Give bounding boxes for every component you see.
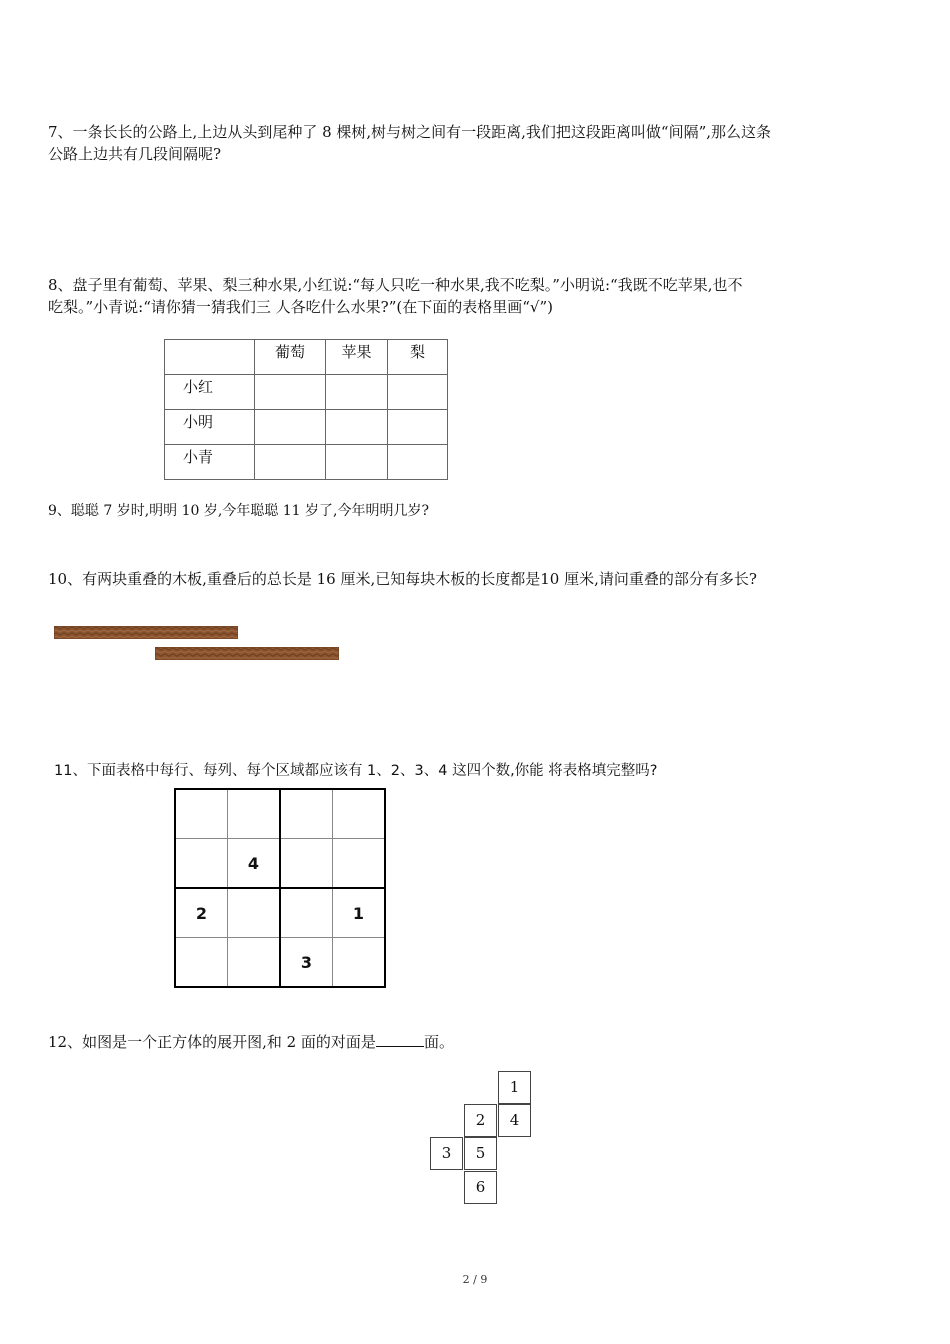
fruit-table-answer-cell[interactable] [388,410,448,445]
sudoku-cell[interactable] [280,888,333,938]
fruit-table-header-pear: 梨 [388,340,448,375]
answer-blank[interactable] [376,1030,424,1047]
page-number: 2 / 9 [462,1273,488,1286]
sudoku-cell[interactable] [175,789,228,839]
sudoku-cell[interactable] [175,839,228,889]
cube-net-face: 3 [430,1137,463,1170]
fruit-table-answer-cell[interactable] [255,375,326,410]
sudoku-cell[interactable] [228,888,281,938]
question-7-line-2: 公路上边共有几段间隔呢? [48,145,222,163]
cube-net-face: 2 [464,1104,497,1137]
fruit-table-answer-cell[interactable] [326,445,388,480]
wood-board-lower [155,647,339,660]
fruit-table-answer-cell[interactable] [255,445,326,480]
fruit-table-row [165,410,448,445]
fruit-table-answer-cell[interactable] [388,375,448,410]
sudoku-cell: 4 [228,839,281,889]
question-7-line-1: 7、一条长长的公路上,上边从头到尾种了 8 棵树,树与树之间有一段距离,我们把这段距离叫做“间隔”,那么这条 [48,123,772,141]
fruit-table-answer-cell[interactable] [255,410,326,445]
fruit-table [164,339,448,480]
wood-board-upper [54,626,238,639]
fruit-table-corner-cell [165,340,255,375]
sudoku-cell: 3 [280,938,333,988]
cube-net-face: 5 [464,1137,497,1170]
sudoku-cell[interactable] [280,789,333,839]
fruit-table-row [165,375,448,410]
fruit-table-header-row [165,340,448,375]
cube-net-face: 4 [498,1104,531,1137]
sudoku-cell[interactable] [175,938,228,988]
question-8 [48,274,908,318]
question-12 [48,1030,908,1053]
cube-net-face: 6 [464,1171,497,1204]
question-10: 10、有两块重叠的木板,重叠后的总长是 16 厘米,已知每块木板的长度都是10 厘米,请问重叠的部分有多长? [48,570,757,588]
fruit-table-answer-cell[interactable] [388,445,448,480]
sudoku-cell[interactable] [228,789,281,839]
fruit-table-row-label: 小红 [165,375,255,410]
question-8-line-2: 吃梨。”小青说:“请你猜一猜我们三 人各吃什么水果?”(在下面的表格里画“√”) [48,298,553,316]
question-12-text: 12、如图是一个正方体的展开图,和 2 面的对面是 [48,1033,376,1051]
fruit-table-row [165,445,448,480]
cube-net-face: 1 [498,1071,531,1104]
fruit-table-answer-cell[interactable] [326,410,388,445]
sudoku-cell[interactable] [228,938,281,988]
question-12-suffix: 面。 [423,1033,454,1051]
fruit-table-answer-cell[interactable] [326,375,388,410]
question-9: 9、聪聪 7 岁时,明明 10 岁,今年聪聪 11 岁了,今年明明几岁? [48,503,429,519]
sudoku-cell[interactable] [333,839,386,889]
fruit-table-header-grape: 葡萄 [255,340,326,375]
fruit-table-row-label: 小青 [165,445,255,480]
question-11: 11、下面表格中每行、每列、每个区域都应该有 1、2、3、4 这四个数,你能 将表格填完整吗? [54,763,658,779]
fruit-table-row-label: 小明 [165,410,255,445]
sudoku-cell[interactable] [280,839,333,889]
fruit-table-header-apple: 苹果 [326,340,388,375]
sudoku-cell[interactable] [333,789,386,839]
sudoku-cell[interactable] [333,938,386,988]
sudoku-grid [174,788,386,988]
sudoku-cell: 2 [175,888,228,938]
sudoku-cell: 1 [333,888,386,938]
question-8-line-1: 8、盘子里有葡萄、苹果、梨三种水果,小红说:“每人只吃一种水果,我不吃梨。”小明说:“我既不吃苹果,也不 [48,276,743,294]
question-7 [48,121,908,165]
